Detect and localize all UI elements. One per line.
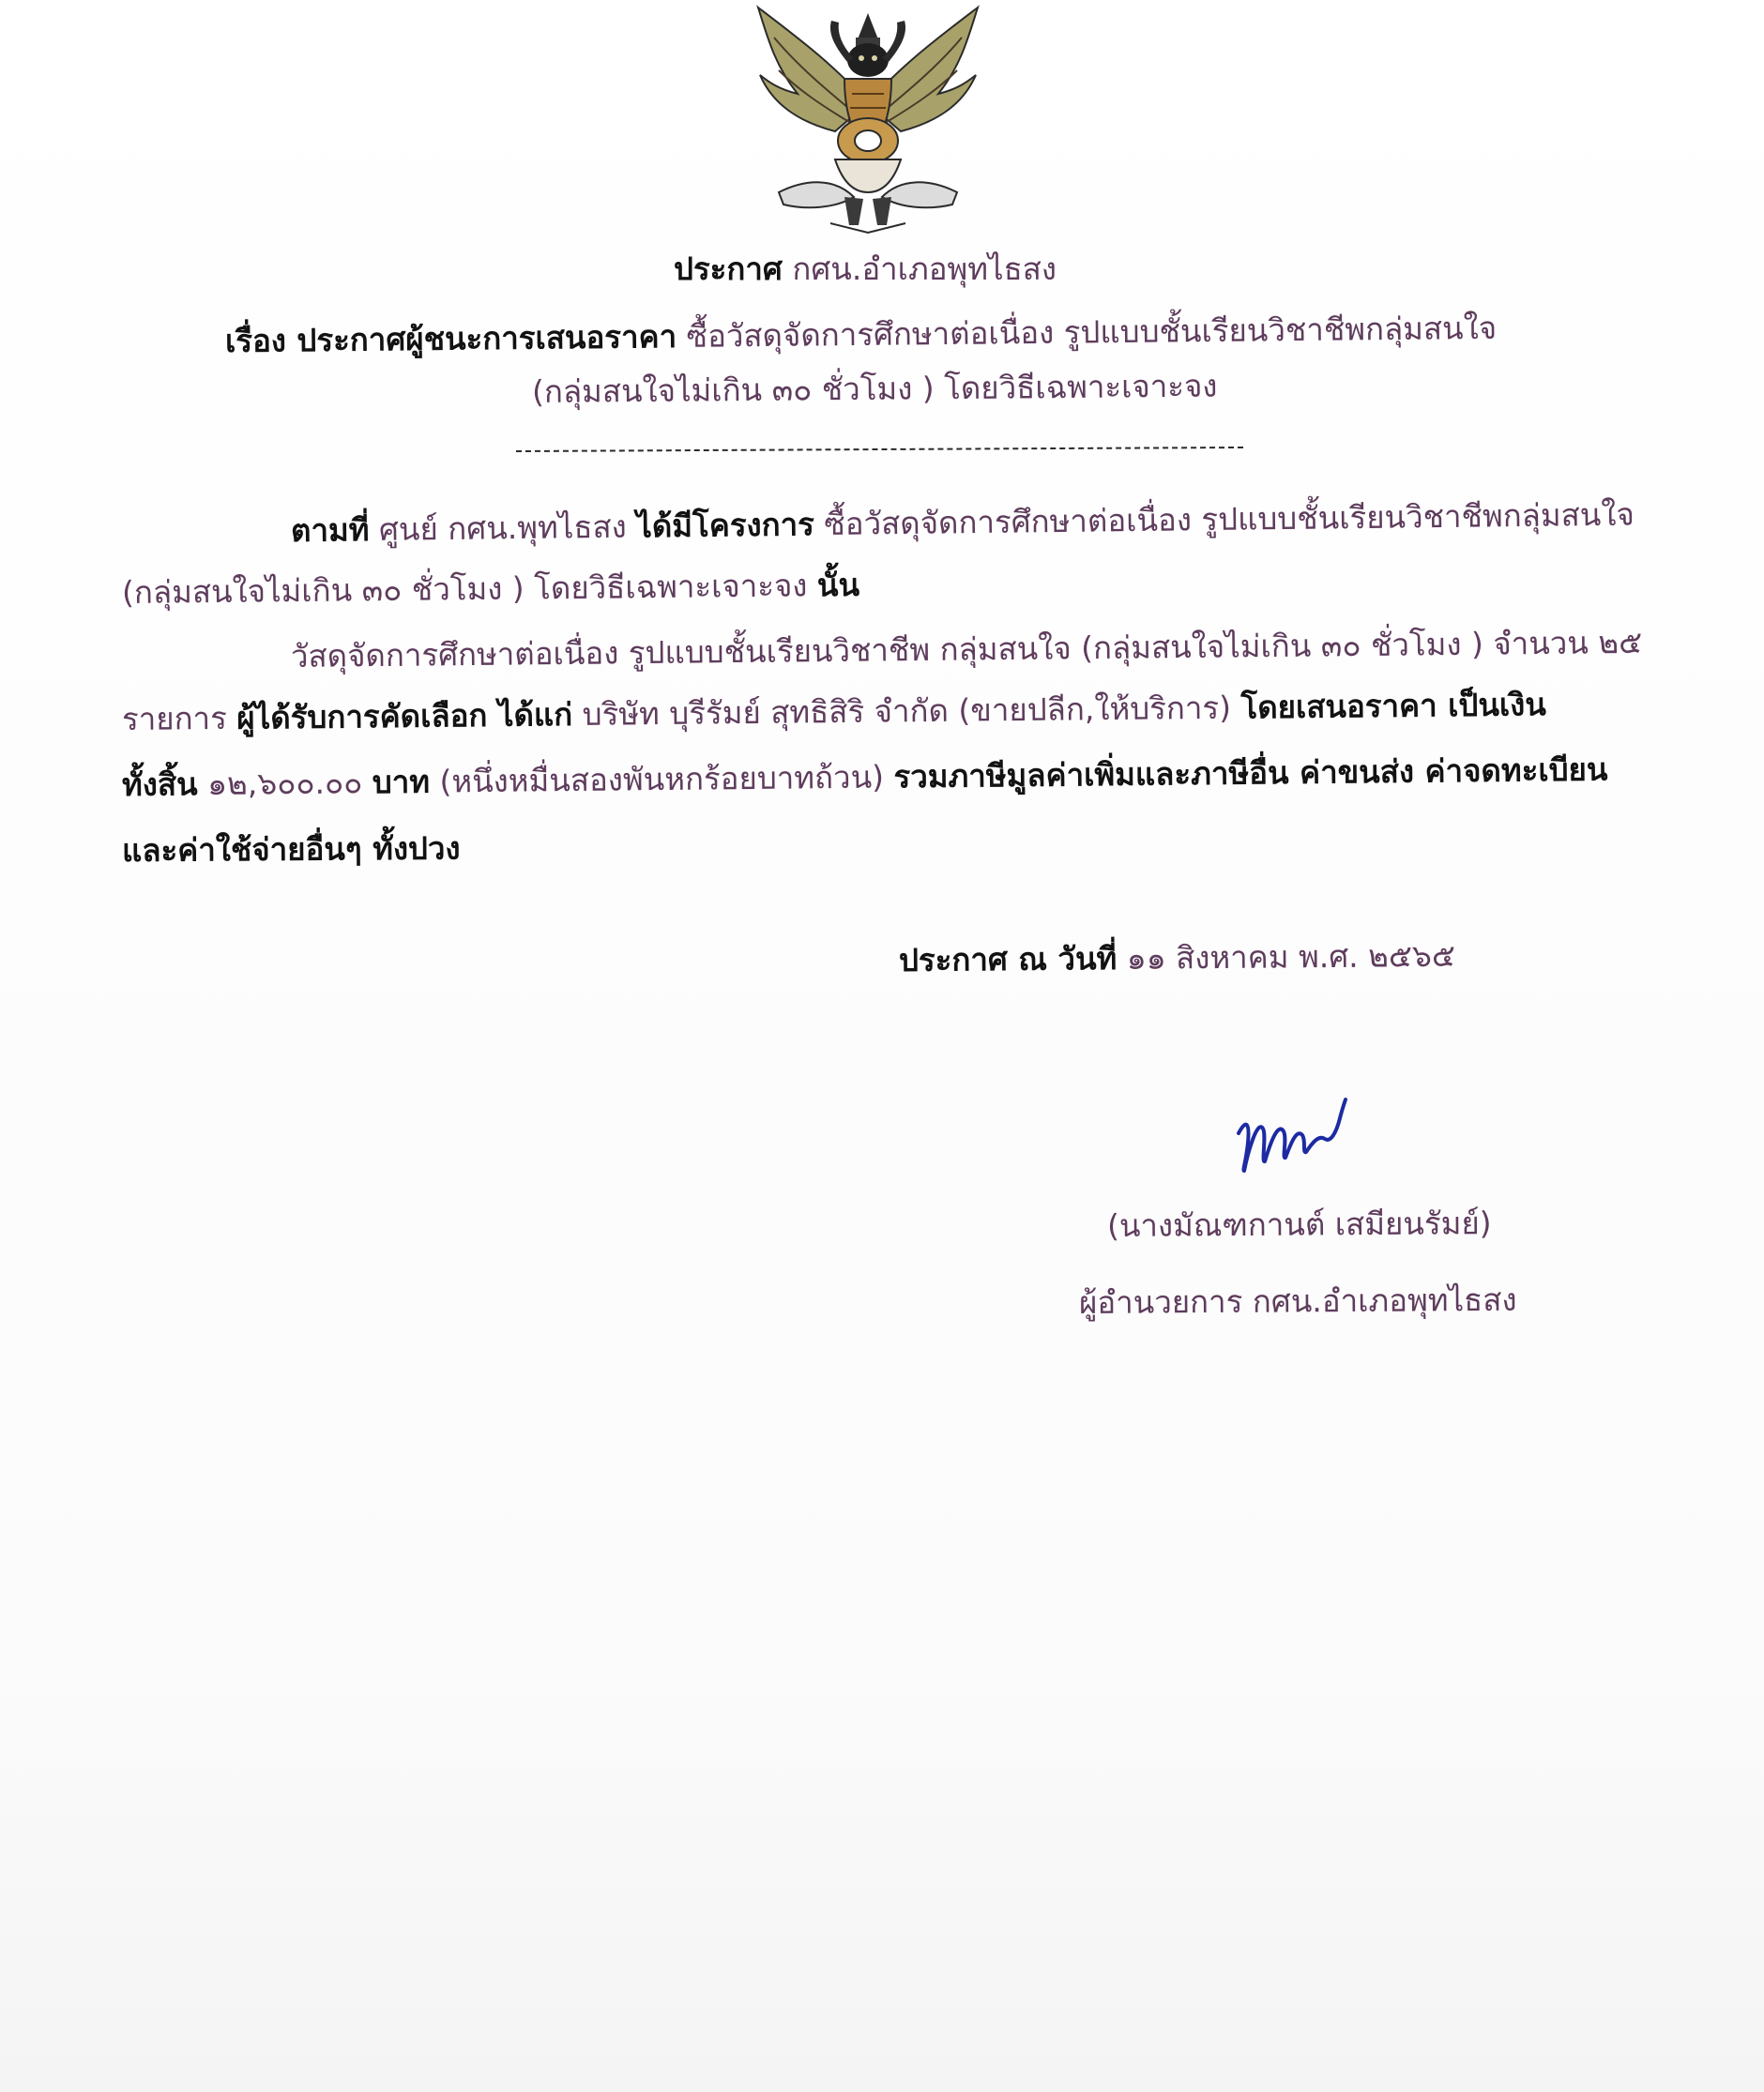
signer-name-text: (นางมัณฑกานต์ เสมียนรัมย์) [1106, 1205, 1492, 1244]
p1-label-end: นั้น [816, 566, 860, 604]
announcement-title [674, 249, 1057, 290]
p2-amount-words: (หนึ่งหมื่นสองพันหกร้อยบาทถ้วน) [439, 758, 885, 800]
announcement-subject [225, 308, 1498, 362]
p1-label-2: ได้มีโครงการ [636, 506, 815, 545]
paragraph-1-line-1 [291, 494, 1635, 552]
p2-amount: ๑๒,๖๐๐.๐๐ [206, 764, 363, 803]
p2-item-text: วัสดุจัดการศึกษาต่อเนื่อง รูปแบบชั้นเรียนวิชาชีพ กลุ่มสนใจ (กลุ่มสนใจไม่เกิน ๓๐ ชั่วโมง ) จำนวน ๒๕ [290, 623, 1643, 675]
handwritten-signature [1229, 1077, 1351, 1190]
p1-label-1: ตามที่ [290, 510, 370, 549]
p2-label-selected: ผู้ได้รับการคัดเลือก ได้แก่ [236, 695, 573, 736]
paragraph-1-line-2 [122, 565, 859, 614]
subject-cont: (กลุ่มสนใจไม่เกิน ๓๐ ชั่วโมง ) โดยวิธีเฉพาะเจาะจง [531, 367, 1218, 410]
p2-label-total: ทั้งสิ้น [121, 766, 198, 803]
garuda-emblem [741, 0, 995, 239]
p2-item-unit: รายการ [121, 699, 228, 737]
header-divider [516, 447, 1243, 452]
title-label: ประกาศ [674, 250, 783, 287]
announcement-date [899, 935, 1455, 981]
subject-label: เรื่อง ประกาศผู้ชนะการเสนอราคา [224, 317, 677, 359]
p1-project-cont: (กลุ่มสนใจไม่เกิน ๓๐ ชั่วโมง ) โดยวิธีเฉพาะเจาะจง [121, 567, 808, 611]
p2-company: บริษัท บุรีรัมย์ สุทธิสิริ จำกัด (ขายปลีก,ให้บริการ) [582, 689, 1232, 733]
paragraph-2-line-3 [122, 749, 1608, 806]
date-label: ประกาศ ณ วันที่ [898, 939, 1118, 978]
p2-label-other: และค่าใช้จ่ายอื่นๆ ทั้งปวง [121, 829, 461, 869]
paragraph-2-line-2 [122, 684, 1546, 740]
p2-label-baht: บาท [372, 763, 431, 801]
p1-project: ซื้อวัสดุจัดการศึกษาต่อเนื่อง รูปแบบชั้นเรียนวิชาชีพกลุ่มสนใจ [824, 495, 1635, 543]
signer-name [1107, 1203, 1492, 1247]
p2-label-offer: โดยเสนอราคา เป็นเงิน [1240, 686, 1547, 726]
p1-org: ศูนย์ กศน.พุทไธสง [378, 508, 627, 548]
title-org: กศน.อำเภอพุทไธสง [792, 250, 1057, 287]
paragraph-2-line-4 [122, 827, 461, 872]
date-value: ๑๑ สิงหาคม พ.ศ. ๒๕๖๕ [1126, 936, 1456, 977]
signer-position [1079, 1280, 1517, 1324]
signer-position-text: ผู้อำนวยการ กศน.อำเภอพุทไธสง [1078, 1281, 1517, 1321]
paragraph-2-line-1 [291, 622, 1643, 677]
p2-label-tax: รวมภาษีมูลค่าเพิ่มและภาษีอื่น ค่าขนส่ง ค่าจดทะเบียน [893, 750, 1608, 796]
subject-text: ซื้อวัสดุจัดการศึกษาต่อเนื่อง รูปแบบชั้นเรียนวิชาชีพกลุ่มสนใจ [686, 309, 1498, 355]
announcement-subject-cont [532, 366, 1218, 413]
